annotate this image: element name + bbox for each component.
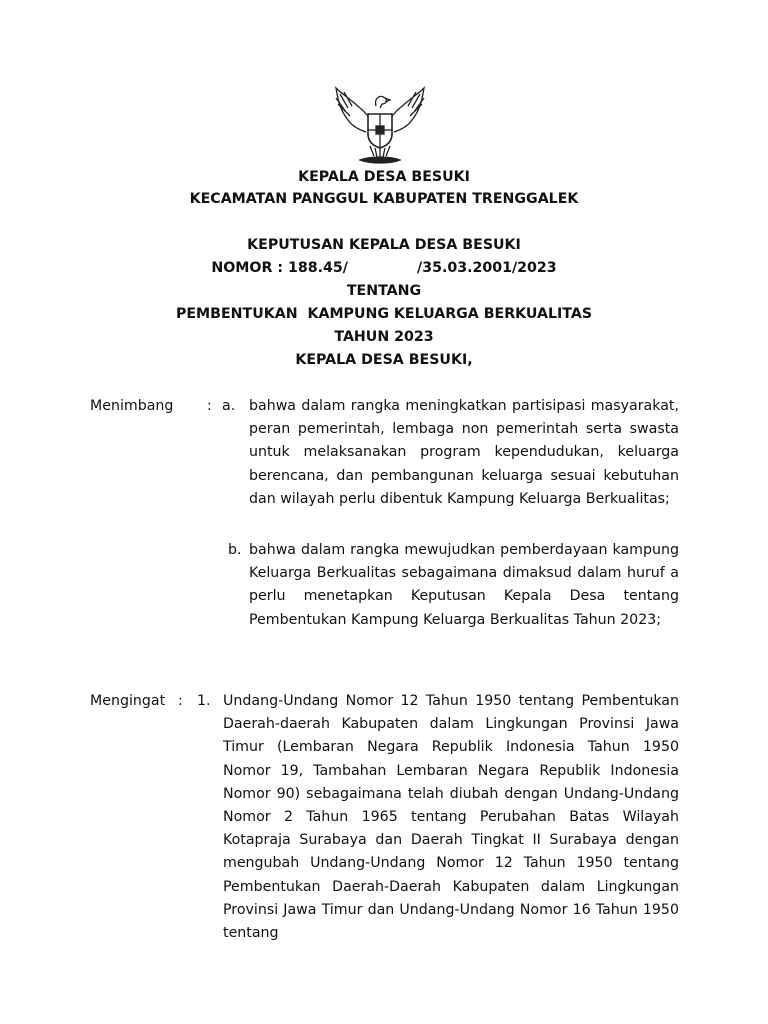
decree-year: TAHUN 2023	[334, 329, 434, 345]
decree-title: KEPUTUSAN KEPALA DESA BESUKI	[247, 237, 521, 253]
menimbang-item-text: bahwa dalam rangka meningkatkan partisipasi masyarakat, peran pemerintah, lembaga non pemerintah serta swasta untuk melaksanakan program kependudukan, keluarga berencana, dan pembangunan keluarga sesuai kebutuhan dan wilayah perlu dibentuk Kampung Keluarga Berkualitas;	[249, 398, 679, 507]
menimbang-item-marker: a.	[222, 398, 236, 414]
mengingat-item-text: Undang-Undang Nomor 12 Tahun 1950 tentang Pembentukan Daerah-daerah Kabupaten dalam Lingkungan Provinsi Jawa Timur (Lembaran Negara Republik Indonesia Tahun 1950 Nomor 19, Tambahan Lembaran Negara Republik Indonesia Nomor 90) sebagaimana telah diubah dengan Undang-Undang Nomor 2 Tahun 1965 tentang Perubahan Batas Wilayah Kotapraja Surabaya dan Daerah Tingkat II Surabaya dengan mengubah Undang-Undang Nomor 12 Tahun 1950 tentang Pembentukan Daerah-Daerah Kabupaten dalam Lingkungan Provinsi Jawa Timur dan Undang-Undang Nomor 16 Tahun 1950 tentang	[223, 693, 679, 942]
decree-subject: PEMBENTUKAN KAMPUNG KELUARGA BERKUALITAS	[175, 306, 593, 322]
menimbang-colon: :	[207, 398, 212, 414]
mengingat-colon: :	[178, 693, 183, 709]
menimbang-item-text: bahwa dalam rangka mewujudkan pemberdayaan kampung Keluarga Berkualitas sebagaimana dimaksud dalam huruf a perlu menetapkan Keputusan Kepala Desa tentang Pembentukan Kampung Keluarga Berkualitas Tahun 2023;	[249, 542, 679, 628]
decree-about: TENTANG	[346, 283, 422, 299]
garuda-emblem-icon	[330, 86, 430, 166]
mengingat-item-marker: 1.	[197, 693, 211, 709]
menimbang-item-marker: b.	[228, 542, 242, 558]
mengingat-label: Mengingat	[90, 693, 166, 709]
menimbang-label: Menimbang	[90, 398, 174, 414]
decree-issuer: KEPALA DESA BESUKI,	[295, 352, 473, 368]
institution-line-2: KECAMATAN PANGGUL KABUPATEN TRENGGALEK	[189, 191, 579, 207]
decree-number: NOMOR : 188.45/ /35.03.2001/2023	[211, 260, 557, 276]
institution-line-1: KEPALA DESA BESUKI	[298, 169, 470, 185]
